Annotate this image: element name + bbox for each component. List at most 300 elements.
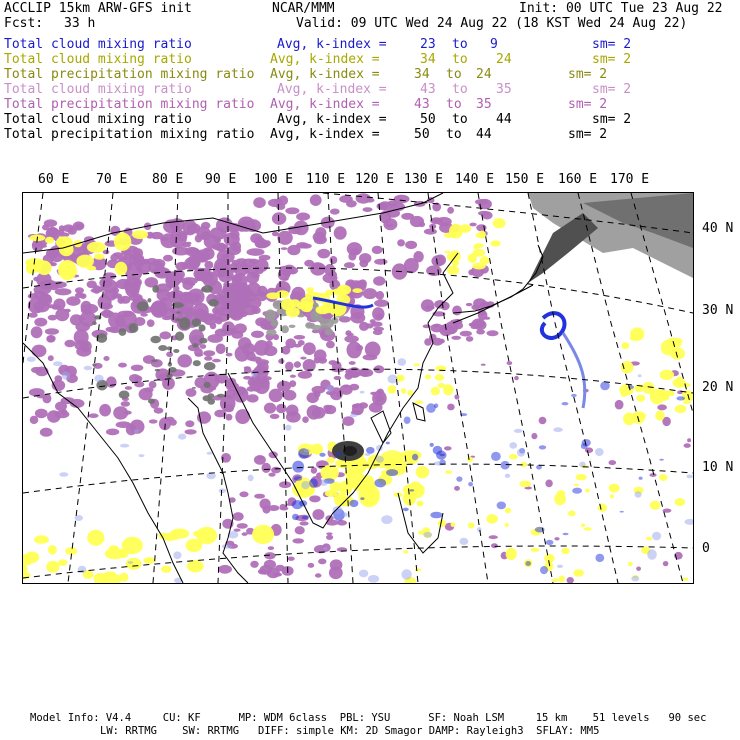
field-smoothing: sm= 2 [568, 67, 608, 82]
purple-cloud-cell [270, 414, 280, 419]
field-smoothing: sm= 2 [592, 37, 632, 52]
purple-cloud-cell [343, 385, 349, 388]
purple-cloud-cell [106, 429, 119, 436]
yellow-cloud-cell [658, 390, 669, 398]
purple-cloud-cell [172, 247, 189, 256]
blue-cloud-cell [323, 547, 328, 551]
purple-cloud-cell [248, 378, 257, 386]
purple-cloud-cell [152, 259, 165, 268]
purple-cloud-cell [64, 340, 75, 348]
init-time: Init: 00 UTC Tue 23 Aug 22 [519, 1, 723, 16]
yellow-cloud-cell [573, 569, 584, 576]
model-info-line1: Model Info: V4.4 CU: KF MP: WDM 6class PBL: YSU SF: Noah LSM 15 km 51 levels 90 sec [30, 712, 707, 724]
purple-cloud-cell [125, 253, 131, 255]
yellow-cloud-cell [598, 504, 607, 512]
purple-cloud-cell [401, 213, 414, 220]
purple-cloud-cell [271, 467, 281, 474]
field-k-end: 44 [496, 112, 512, 127]
purple-cloud-cell [330, 209, 340, 215]
purple-cloud-cell [223, 282, 230, 288]
yellow-cloud-cell [655, 411, 665, 421]
purple-cloud-cell [363, 288, 377, 299]
purple-cloud-cell [687, 438, 691, 442]
gray-cloud-cell [176, 311, 181, 313]
purple-cloud-cell [193, 268, 207, 280]
blue-cloud-cell [292, 514, 299, 520]
yellow-cloud-cell [104, 571, 116, 576]
purple-cloud-cell [42, 394, 51, 404]
purple-cloud-cell [439, 339, 445, 344]
blue-cloud-cell [27, 357, 36, 362]
blue-cloud-cell [304, 449, 310, 453]
blue-cloud-cell [460, 538, 469, 545]
purple-cloud-cell [177, 354, 192, 367]
gray-cloud-cell [281, 325, 289, 333]
yellow-cloud-cell [143, 557, 155, 564]
blue-cloud-cell [434, 461, 445, 465]
purple-cloud-cell [374, 300, 389, 307]
blue-cloud-cell [78, 566, 87, 573]
purple-cloud-cell [359, 322, 369, 331]
purple-cloud-cell [204, 261, 213, 269]
blue-cloud-cell [388, 375, 398, 384]
purple-cloud-cell [294, 361, 301, 368]
purple-cloud-cell [185, 429, 197, 434]
blue-cloud-cell [381, 515, 392, 524]
field-name: Total cloud mixing ratio [4, 112, 192, 127]
purple-cloud-cell [300, 357, 306, 360]
purple-cloud-cell [254, 340, 269, 356]
purple-cloud-cell [277, 381, 291, 392]
purple-cloud-cell [371, 322, 383, 327]
gray-cloud-cell [325, 329, 334, 336]
purple-cloud-cell [257, 286, 268, 297]
purple-cloud-cell [229, 263, 239, 273]
purple-cloud-cell [195, 294, 201, 298]
purple-cloud-cell [63, 224, 75, 232]
blue-cloud-cell [294, 476, 302, 480]
purple-cloud-cell [237, 302, 246, 309]
purple-cloud-cell [186, 388, 197, 397]
purple-cloud-cell [64, 309, 70, 313]
purple-cloud-cell [447, 207, 454, 214]
yellow-cloud-cell [478, 231, 486, 239]
yellow-cloud-cell [276, 290, 289, 298]
blue-cloud-cell [326, 385, 334, 392]
blue-cloud-cell [412, 454, 418, 461]
blue-cloud-cell [517, 449, 525, 457]
yellow-cloud-cell [332, 288, 349, 296]
blue-cloud-cell [336, 452, 341, 456]
purple-cloud-cell [444, 446, 452, 450]
blue-cloud-cell [398, 358, 407, 366]
yellow-cloud-cell [87, 242, 106, 253]
purple-cloud-cell [48, 315, 58, 321]
blue-cloud-cell [403, 508, 409, 512]
gray-cloud-cell [204, 362, 216, 370]
field-k-to: to [452, 52, 468, 67]
yellow-cloud-cell [660, 370, 675, 380]
purple-cloud-cell [378, 396, 384, 401]
purple-cloud-cell [175, 262, 188, 270]
purple-cloud-cell [224, 232, 240, 246]
purple-cloud-cell [657, 404, 667, 410]
blue-cloud-cell [248, 475, 254, 482]
field-k-start: 43 [420, 82, 436, 97]
yellow-cloud-cell [48, 545, 57, 555]
purple-cloud-cell [75, 287, 84, 293]
purple-cloud-cell [554, 537, 559, 540]
purple-cloud-cell [265, 240, 271, 246]
purple-cloud-cell [166, 352, 173, 358]
purple-cloud-cell [76, 223, 84, 229]
purple-cloud-cell [106, 327, 118, 333]
gray-cloud-cell [119, 328, 127, 336]
purple-cloud-cell [230, 309, 241, 320]
field-k-to: to [452, 112, 468, 127]
lon-label: 130 E [404, 172, 444, 187]
purple-cloud-cell [283, 390, 297, 401]
coastline [413, 403, 425, 421]
purple-cloud-cell [466, 336, 473, 342]
purple-cloud-cell [259, 255, 271, 261]
lon-label: 110 E [306, 172, 346, 187]
yellow-cloud-cell [581, 523, 585, 527]
yellow-cloud-cell [56, 236, 73, 248]
blue-cloud-cell [301, 481, 309, 489]
field-k-end: 35 [476, 97, 492, 112]
blue-cloud-cell [285, 425, 291, 431]
blue-cloud-cell [647, 549, 657, 560]
purple-cloud-cell [237, 523, 248, 529]
purple-cloud-cell [377, 203, 388, 210]
gray-cloud-cell [158, 345, 167, 351]
purple-cloud-cell [218, 312, 227, 316]
yellow-cloud-cell [425, 374, 431, 379]
purple-cloud-cell [234, 529, 241, 532]
purple-cloud-cell [166, 292, 174, 297]
yellow-cloud-cell [609, 484, 620, 493]
blue-cloud-cell [410, 489, 415, 491]
purple-cloud-cell [260, 565, 272, 575]
purple-cloud-cell [217, 250, 235, 264]
yellow-cloud-cell [444, 251, 450, 254]
purple-cloud-cell [344, 262, 355, 268]
purple-cloud-cell [226, 353, 233, 357]
purple-cloud-cell [268, 546, 274, 550]
purple-cloud-cell [487, 330, 499, 336]
purple-cloud-cell [247, 394, 259, 402]
purple-cloud-cell [194, 348, 203, 357]
purple-cloud-cell [236, 258, 246, 262]
yellow-cloud-cell [87, 530, 104, 546]
purple-cloud-cell [424, 229, 437, 235]
fcst-label: Fcst: [4, 16, 44, 31]
purple-cloud-cell [264, 403, 276, 414]
yellow-cloud-cell [34, 535, 49, 543]
yellow-cloud-cell [574, 484, 579, 486]
yellow-cloud-cell [401, 388, 406, 394]
blue-cloud-cell [477, 527, 481, 532]
field-k-to: to [446, 127, 462, 142]
gray-cloud-cell [306, 323, 315, 328]
lon-label: 150 E [505, 172, 545, 187]
gray-cloud-cell [167, 374, 173, 379]
lon-label: 80 E [152, 172, 184, 187]
yellow-cloud-cell [109, 545, 119, 551]
purple-cloud-cell [346, 371, 361, 377]
purple-cloud-cell [80, 293, 87, 299]
purple-cloud-cell [312, 509, 324, 520]
blue-cloud-cell [468, 482, 473, 486]
purple-cloud-cell [363, 207, 373, 212]
blue-cloud-cell [595, 448, 604, 456]
field-smoothing: sm= 2 [592, 112, 632, 127]
purple-cloud-cell [149, 419, 158, 423]
lat-label: 20 N [702, 380, 734, 395]
purple-cloud-cell [125, 386, 132, 390]
gray-cloud-cell [179, 317, 190, 329]
purple-cloud-cell [121, 401, 130, 407]
fcst-value: 33 h [64, 16, 96, 31]
gray-cloud-cell [147, 298, 151, 302]
blue-cloud-cell [557, 565, 563, 568]
yellow-cloud-cell [114, 233, 131, 251]
purple-cloud-cell [160, 331, 172, 339]
purple-cloud-cell [283, 269, 292, 277]
purple-cloud-cell [116, 421, 132, 428]
yellow-cloud-cell [161, 566, 171, 573]
yellow-cloud-cell [585, 489, 590, 493]
gray-cloud-cell [208, 393, 215, 398]
blue-cloud-cell [360, 391, 365, 394]
purple-cloud-cell [262, 463, 271, 473]
purple-cloud-cell [249, 356, 262, 361]
blue-cloud-cell [434, 403, 438, 408]
purple-cloud-cell [372, 307, 384, 321]
purple-cloud-cell [430, 217, 443, 224]
purple-cloud-cell [88, 413, 98, 418]
yellow-cloud-cell [316, 306, 330, 315]
purple-cloud-cell [239, 491, 248, 497]
model-title: ACCLIP 15km ARW-GFS init [4, 1, 192, 16]
purple-cloud-cell [87, 281, 97, 289]
yellow-cloud-cell [300, 297, 313, 308]
yellow-cloud-cell [415, 568, 421, 571]
purple-cloud-cell [225, 389, 235, 399]
yellow-cloud-cell [365, 492, 378, 506]
yellow-cloud-cell [431, 387, 440, 396]
purple-cloud-cell [292, 538, 304, 543]
purple-cloud-cell [253, 197, 266, 208]
model-info-line2: LW: RRTMG SW: RRTMG DIFF: simple KM: 2D Smagor DAMP: Rayleigh3 SFLAY: MM5 [100, 725, 600, 737]
purple-cloud-cell [365, 342, 381, 358]
yellow-cloud-cell [473, 249, 486, 257]
purple-cloud-cell [282, 346, 291, 355]
purple-cloud-cell [35, 367, 48, 377]
blue-cloud-cell [539, 445, 546, 449]
blue-cloud-cell [94, 375, 103, 382]
yellow-cloud-cell [561, 548, 569, 554]
purple-cloud-cell [139, 388, 153, 400]
purple-cloud-cell [285, 207, 299, 214]
purple-cloud-cell [113, 406, 128, 419]
purple-cloud-cell [315, 573, 322, 577]
lat-label: 40 N [702, 221, 734, 236]
blue-cloud-cell [676, 396, 685, 400]
yellow-cloud-cell [115, 262, 128, 276]
yellow-cloud-cell [447, 266, 459, 275]
field-avg-label: Avg, k-index = [270, 52, 380, 67]
yellow-cloud-cell [435, 374, 445, 380]
field-avg-label: Avg, k-index = [277, 82, 387, 97]
purple-cloud-cell [440, 302, 449, 310]
gray-cloud-cell [152, 285, 159, 292]
purple-cloud-cell [567, 577, 574, 583]
purple-cloud-cell [81, 305, 92, 315]
lon-label: 100 E [254, 172, 294, 187]
field-k-start: 23 [420, 37, 436, 52]
purple-cloud-cell [484, 317, 490, 320]
purple-cloud-cell [294, 335, 306, 340]
yellow-cloud-cell [414, 363, 420, 366]
purple-cloud-cell [507, 361, 513, 365]
purple-cloud-cell [140, 313, 148, 317]
yellow-cloud-cell [76, 255, 94, 268]
field-k-start: 34 [414, 67, 430, 82]
purple-cloud-cell [330, 256, 338, 264]
blue-cloud-cell [128, 561, 133, 564]
gray-cloud-cell [92, 363, 96, 366]
purple-cloud-cell [278, 359, 284, 364]
gray-cloud-cell [148, 399, 155, 404]
field-k-end: 24 [476, 67, 492, 82]
purple-cloud-cell [117, 296, 124, 304]
gray-cloud-cell [155, 369, 161, 372]
yellow-cloud-cell [610, 494, 614, 498]
purple-cloud-cell [272, 212, 286, 225]
gray-cloud-cell [137, 301, 149, 311]
purple-cloud-cell [334, 226, 347, 239]
purple-cloud-cell [276, 204, 285, 210]
purple-cloud-cell [185, 420, 194, 427]
yellow-cloud-cell [468, 522, 475, 528]
purple-cloud-cell [280, 504, 286, 509]
lon-label: 70 E [96, 172, 128, 187]
purple-cloud-cell [663, 561, 669, 566]
purple-cloud-cell [106, 376, 117, 387]
purple-cloud-cell [298, 340, 305, 346]
purple-cloud-cell [636, 567, 641, 571]
purple-cloud-cell [131, 365, 144, 371]
field-k-start: 50 [414, 127, 430, 142]
yellow-cloud-cell [506, 548, 517, 560]
purple-cloud-cell [334, 376, 342, 380]
yellow-cloud-cell [568, 511, 576, 517]
purple-cloud-cell [346, 200, 357, 207]
purple-cloud-cell [251, 273, 260, 278]
purple-cloud-cell [61, 409, 67, 415]
purple-cloud-cell [215, 374, 229, 384]
lon-label: 60 E [38, 172, 70, 187]
purple-cloud-cell [235, 346, 250, 362]
field-name: Total cloud mixing ratio [4, 37, 192, 52]
purple-cloud-cell [329, 360, 338, 365]
blue-cloud-cell [376, 456, 384, 463]
purple-cloud-cell [649, 473, 656, 477]
purple-cloud-cell [397, 239, 405, 246]
purple-cloud-cell [147, 319, 155, 327]
purple-cloud-cell [245, 265, 259, 275]
yellow-cloud-cell [58, 260, 77, 280]
blue-cloud-cell [620, 511, 624, 513]
purple-cloud-cell [45, 328, 59, 335]
purple-cloud-cell [466, 303, 473, 306]
field-smoothing: sm= 2 [568, 97, 608, 112]
purple-cloud-cell [225, 383, 239, 389]
lat-label: 10 N [702, 460, 734, 475]
purple-cloud-cell [223, 292, 236, 305]
gray-cloud-cell [202, 285, 213, 293]
blue-cloud-cell [368, 575, 379, 583]
purple-cloud-cell [539, 417, 547, 424]
purple-cloud-cell [182, 279, 193, 290]
purple-cloud-cell [308, 563, 315, 568]
purple-cloud-cell [268, 473, 275, 477]
gray-cloud-cell [150, 336, 161, 343]
purple-cloud-cell [129, 374, 140, 383]
gray-cloud-cell [119, 391, 130, 399]
purple-cloud-cell [435, 256, 443, 262]
gray-cloud-cell [92, 321, 97, 325]
blue-cloud-cell [84, 366, 93, 370]
purple-cloud-cell [181, 231, 189, 235]
blue-cloud-cell [456, 476, 462, 481]
field-k-to: to [452, 37, 468, 52]
yellow-cloud-cell [674, 498, 685, 506]
yellow-cloud-cell [584, 527, 592, 530]
yellow-cloud-cell [676, 377, 683, 384]
purple-cloud-cell [349, 361, 356, 365]
purple-cloud-cell [240, 263, 247, 267]
gray-cloud-cell [204, 382, 211, 388]
gray-cloud-cell [199, 324, 206, 331]
purple-cloud-cell [254, 494, 265, 499]
blue-cloud-cell [75, 515, 83, 521]
purple-cloud-cell [303, 342, 316, 355]
purple-cloud-cell [115, 316, 126, 327]
purple-cloud-cell [203, 350, 215, 356]
purple-cloud-cell [421, 299, 434, 312]
purple-cloud-cell [419, 222, 425, 227]
purple-cloud-cell [288, 557, 295, 561]
purple-cloud-cell [684, 443, 691, 448]
blue-cloud-cell [501, 461, 510, 470]
org-label: NCAR/MMM [272, 1, 335, 16]
field-k-end: 24 [496, 52, 512, 67]
purple-cloud-cell [47, 335, 56, 342]
forecast-map [23, 193, 693, 583]
purple-cloud-cell [40, 428, 53, 437]
purple-cloud-cell [388, 200, 398, 206]
purple-cloud-cell [405, 241, 417, 249]
field-avg-label: Avg, k-index = [270, 97, 380, 112]
blue-cloud-cell [59, 472, 68, 477]
gray-cloud-cell [193, 360, 201, 366]
blue-cloud-cell [139, 454, 145, 457]
blue-cloud-cell [553, 427, 563, 432]
purple-cloud-cell [225, 414, 232, 421]
